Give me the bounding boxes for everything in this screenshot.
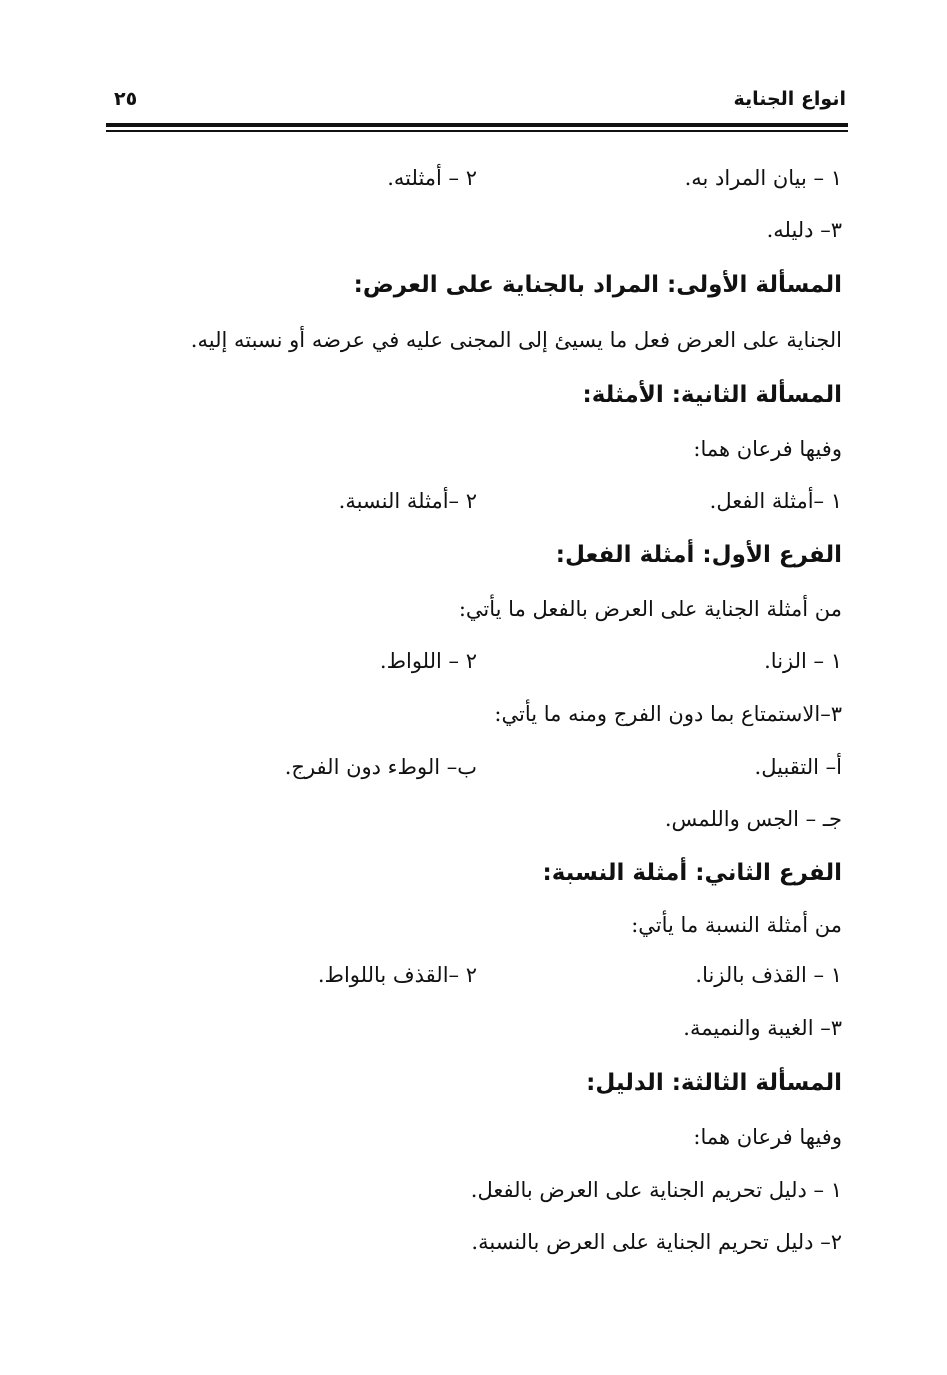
branch-heading: الفرع الثاني: أمثلة النسبة: — [542, 860, 842, 886]
definition-text: الجناية على العرض فعل ما يسيئ إلى المجنى عليه في عرضه أو نسبته إليه. — [190, 328, 842, 352]
section-heading: المسألة الثانية: الأمثلة: — [582, 382, 842, 408]
paragraph: وفيها فرعان هما: — [693, 437, 842, 461]
list-item: ٣– الغيبة والنميمة. — [683, 1016, 842, 1040]
paragraph: من أمثلة الجناية على العرض بالفعل ما يأتي: — [458, 597, 842, 621]
list-item: ١ – دليل تحريم الجناية على العرض بالفعل. — [470, 1178, 842, 1202]
list-item: ٢ – اللواط. — [379, 649, 477, 673]
page-number: ٢٥ — [114, 88, 138, 110]
list-item: ١ – الزنا. — [764, 649, 842, 673]
intro-item: ٣– دليله. — [766, 218, 842, 242]
list-item: ٢ –أمثلة النسبة. — [338, 489, 477, 513]
paragraph: وفيها فرعان هما: — [693, 1125, 842, 1149]
running-header — [106, 88, 846, 118]
section-heading: المسألة الثالثة: الدليل: — [586, 1070, 842, 1096]
branch-heading: الفرع الأول: أمثلة الفعل: — [555, 542, 842, 568]
intro-item: ١ – بيان المراد به. — [684, 166, 842, 190]
list-item: ٢– دليل تحريم الجناية على العرض بالنسبة. — [471, 1230, 842, 1254]
paragraph: من أمثلة النسبة ما يأتي: — [631, 913, 842, 937]
list-item: ١ –أمثلة الفعل. — [709, 489, 842, 513]
sub-item: ب– الوطء دون الفرج. — [284, 755, 477, 779]
intro-item: ٢ – أمثلته. — [387, 166, 477, 190]
chapter-title: انواع الجناية — [733, 88, 846, 110]
sub-item: أ– التقبيل. — [754, 755, 842, 779]
sub-item: جـ – الجس واللمس. — [664, 807, 842, 831]
header-rule-thin — [106, 130, 848, 132]
list-item: ١ – القذف بالزنا. — [695, 963, 842, 987]
section-heading: المسألة الأولى: المراد بالجناية على العرض: — [353, 272, 842, 298]
list-item: ٣–الاستمتاع بما دون الفرج ومنه ما يأتي: — [494, 702, 842, 726]
header-rule-thick — [106, 123, 848, 127]
list-item: ٢ –القذف باللواط. — [317, 963, 477, 987]
